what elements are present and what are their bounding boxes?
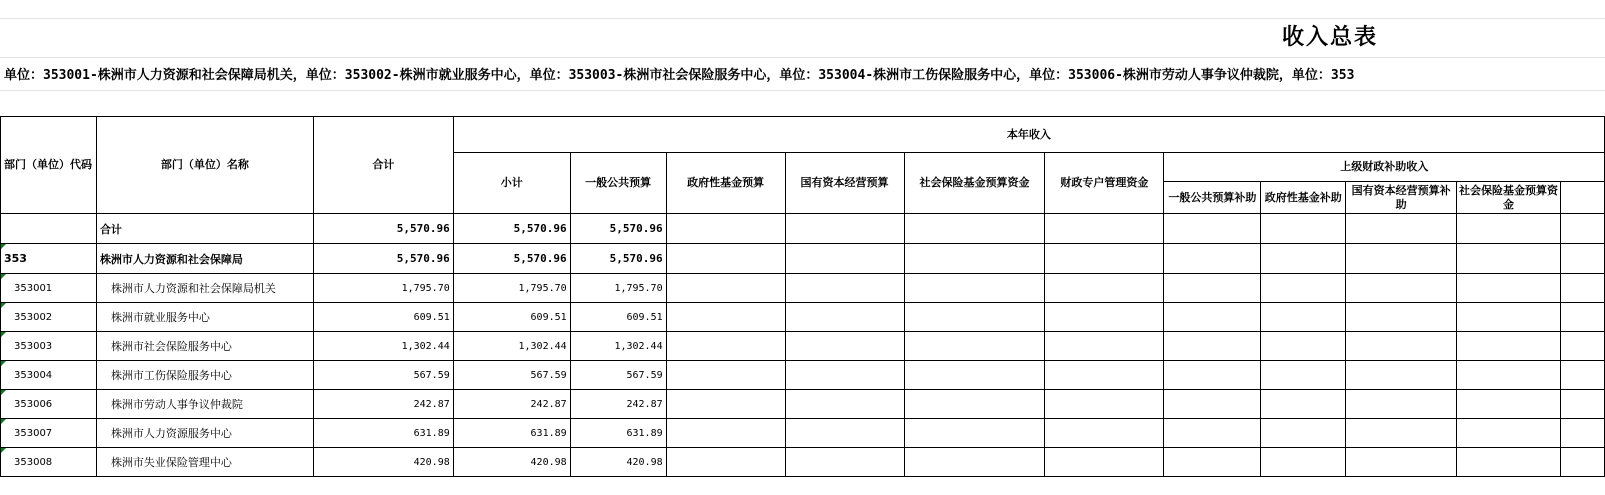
table-row — [1, 448, 1605, 477]
income-summary-table — [0, 116, 1605, 477]
units-line: 单位：353001-株洲市人力资源和社会保障局机关，单位：353002-株洲市就业服务中心，单位：353003-株洲市社会保险服务中心，单位：353004-株洲市工伤保险服务中心，单位：353006-株洲市劳动人事争议仲裁院，单位：353 — [4, 68, 1355, 83]
empty-cell[interactable] — [1560, 361, 1604, 390]
empty-cell[interactable] — [1164, 214, 1261, 244]
row-code[interactable] — [1, 361, 97, 390]
empty-cell[interactable] — [785, 419, 904, 448]
empty-cell[interactable] — [1560, 303, 1604, 332]
row-subtotal[interactable]: 631.89 — [453, 419, 570, 448]
row-code-text: 353008 — [14, 456, 53, 468]
row-subtotal[interactable]: 567.59 — [453, 361, 570, 390]
row-name[interactable]: 株洲市劳动人事争议仲裁院 — [96, 390, 313, 419]
header-subtotal: 小计 — [453, 153, 570, 214]
empty-cell[interactable] — [904, 419, 1045, 448]
empty-cell[interactable] — [666, 448, 785, 477]
row-code[interactable] — [1, 244, 97, 274]
row-code-text: 353004 — [14, 369, 53, 381]
empty-cell[interactable] — [1045, 390, 1164, 419]
row-code-text: 353003 — [14, 340, 53, 352]
header-current-year: 本年收入 — [453, 117, 1604, 153]
empty-cell[interactable] — [1261, 448, 1346, 477]
empty-cell[interactable] — [1045, 419, 1164, 448]
empty-cell[interactable] — [785, 244, 904, 274]
row-subtotal[interactable]: 5,570.96 — [453, 214, 570, 244]
empty-cell[interactable] — [1346, 332, 1457, 361]
header-sub-general: 一般公共预算补助 — [1164, 182, 1261, 214]
row-total[interactable]: 631.89 — [313, 419, 453, 448]
table-row — [1, 361, 1605, 390]
table-row — [1, 332, 1605, 361]
header-code: 部门（单位）代码 — [1, 117, 97, 214]
row-name[interactable]: 株洲市工伤保险服务中心 — [96, 361, 313, 390]
row-total[interactable]: 5,570.96 — [313, 214, 453, 244]
empty-cell[interactable] — [1457, 361, 1561, 390]
sheet-empty-row — [0, 0, 1605, 19]
empty-cell[interactable] — [1164, 390, 1261, 419]
empty-cell[interactable] — [785, 332, 904, 361]
sheet-gridline — [0, 90, 1605, 91]
cell-marker-icon — [1, 274, 6, 279]
header-gov-fund: 政府性基金预算 — [666, 153, 785, 214]
empty-cell[interactable] — [904, 303, 1045, 332]
empty-cell[interactable] — [1457, 274, 1561, 303]
row-name[interactable]: 株洲市失业保险管理中心 — [96, 448, 313, 477]
empty-cell[interactable] — [1457, 419, 1561, 448]
empty-cell[interactable] — [1346, 419, 1457, 448]
empty-cell[interactable] — [1164, 244, 1261, 274]
empty-cell[interactable] — [666, 332, 785, 361]
row-general-budget[interactable]: 1,795.70 — [570, 274, 666, 303]
row-code-text: 353002 — [14, 311, 53, 323]
row-name[interactable]: 株洲市人力资源服务中心 — [96, 419, 313, 448]
empty-cell[interactable] — [785, 361, 904, 390]
row-name[interactable]: 合计 — [96, 214, 313, 244]
empty-cell[interactable] — [904, 244, 1045, 274]
header-general-budget: 一般公共预算 — [570, 153, 666, 214]
empty-cell[interactable] — [666, 419, 785, 448]
row-general-budget[interactable]: 609.51 — [570, 303, 666, 332]
row-general-budget[interactable]: 1,302.44 — [570, 332, 666, 361]
row-name[interactable]: 株洲市就业服务中心 — [96, 303, 313, 332]
row-general-budget[interactable]: 5,570.96 — [570, 214, 666, 244]
row-subtotal[interactable]: 242.87 — [453, 390, 570, 419]
empty-cell[interactable] — [1560, 244, 1604, 274]
header-total: 合计 — [313, 117, 453, 214]
cell-marker-icon — [1, 390, 6, 395]
cell-marker-icon — [1, 244, 6, 249]
row-code-text: 353001 — [14, 282, 53, 294]
empty-cell[interactable] — [1164, 419, 1261, 448]
empty-cell[interactable] — [1164, 361, 1261, 390]
row-general-budget[interactable]: 242.87 — [570, 390, 666, 419]
empty-cell[interactable] — [1457, 390, 1561, 419]
empty-cell[interactable] — [1261, 361, 1346, 390]
row-code[interactable] — [1, 274, 97, 303]
row-code[interactable] — [1, 332, 97, 361]
row-code-text: 353006 — [14, 398, 53, 410]
header-overflow-cell — [1560, 182, 1604, 214]
empty-cell[interactable] — [1261, 419, 1346, 448]
empty-cell[interactable] — [1560, 274, 1604, 303]
empty-cell[interactable] — [1346, 303, 1457, 332]
row-total[interactable]: 420.98 — [313, 448, 453, 477]
row-subtotal[interactable]: 1,795.70 — [453, 274, 570, 303]
row-total[interactable]: 242.87 — [313, 390, 453, 419]
row-subtotal[interactable]: 420.98 — [453, 448, 570, 477]
header-fiscal-special: 财政专户管理资金 — [1045, 153, 1164, 214]
row-name[interactable]: 株洲市社会保险服务中心 — [96, 332, 313, 361]
empty-cell[interactable] — [1045, 274, 1164, 303]
header-state-capital: 国有资本经营预算 — [785, 153, 904, 214]
row-code[interactable] — [1, 214, 97, 244]
empty-cell[interactable] — [904, 390, 1045, 419]
table-row — [1, 244, 1605, 274]
header-sub-gov-fund: 政府性基金补助 — [1261, 182, 1346, 214]
empty-cell[interactable] — [1261, 214, 1346, 244]
row-general-budget[interactable]: 420.98 — [570, 448, 666, 477]
empty-cell[interactable] — [1045, 214, 1164, 244]
empty-cell[interactable] — [666, 361, 785, 390]
header-upper-subsidy: 上级财政补助收入 — [1164, 153, 1605, 182]
empty-cell[interactable] — [1560, 214, 1604, 244]
table-row — [1, 303, 1605, 332]
empty-cell[interactable] — [1346, 390, 1457, 419]
empty-cell[interactable] — [1560, 332, 1604, 361]
empty-cell[interactable] — [904, 214, 1045, 244]
empty-cell[interactable] — [666, 244, 785, 274]
table-row — [1, 419, 1605, 448]
empty-cell[interactable] — [785, 390, 904, 419]
row-total[interactable]: 5,570.96 — [313, 244, 453, 274]
empty-cell[interactable] — [666, 214, 785, 244]
row-total[interactable]: 567.59 — [313, 361, 453, 390]
empty-cell[interactable] — [1457, 448, 1561, 477]
row-total[interactable]: 1,795.70 — [313, 274, 453, 303]
table-row — [1, 214, 1605, 244]
empty-cell[interactable] — [1346, 244, 1457, 274]
empty-cell[interactable] — [1164, 303, 1261, 332]
empty-cell[interactable] — [785, 274, 904, 303]
empty-cell[interactable] — [1560, 419, 1604, 448]
row-code-text: 353 — [4, 252, 27, 265]
row-subtotal[interactable]: 609.51 — [453, 303, 570, 332]
empty-cell[interactable] — [1457, 214, 1561, 244]
empty-cell[interactable] — [785, 448, 904, 477]
empty-cell[interactable] — [904, 361, 1045, 390]
empty-cell[interactable] — [1164, 332, 1261, 361]
page-title: 收入总表 — [1281, 25, 1378, 50]
cell-marker-icon — [1, 303, 6, 308]
empty-cell[interactable] — [1045, 332, 1164, 361]
empty-cell[interactable] — [1164, 448, 1261, 477]
row-name[interactable]: 株洲市人力资源和社会保障局 — [96, 244, 313, 274]
cell-marker-icon — [1, 332, 6, 337]
empty-cell[interactable] — [785, 303, 904, 332]
row-general-budget[interactable]: 567.59 — [570, 361, 666, 390]
empty-cell[interactable] — [1346, 274, 1457, 303]
row-code[interactable] — [1, 419, 97, 448]
empty-cell[interactable] — [1261, 303, 1346, 332]
empty-cell[interactable] — [1457, 303, 1561, 332]
cell-marker-icon — [1, 361, 6, 366]
cell-marker-icon — [1, 419, 6, 424]
row-general-budget[interactable]: 5,570.96 — [570, 244, 666, 274]
row-code-text: 353007 — [14, 427, 53, 439]
empty-cell[interactable] — [904, 448, 1045, 477]
header-sub-state-capital: 国有资本经营预算补助 — [1346, 182, 1457, 214]
table-row — [1, 274, 1605, 303]
cell-marker-icon — [1, 448, 6, 453]
sheet-gridline — [0, 57, 1605, 58]
empty-cell[interactable] — [1045, 244, 1164, 274]
row-general-budget[interactable]: 631.89 — [570, 419, 666, 448]
row-name[interactable]: 株洲市人力资源和社会保障局机关 — [96, 274, 313, 303]
empty-cell[interactable] — [666, 390, 785, 419]
empty-cell[interactable] — [1045, 448, 1164, 477]
row-code[interactable] — [1, 303, 97, 332]
header-social-insurance: 社会保险基金预算资金 — [904, 153, 1045, 214]
empty-cell[interactable] — [1261, 390, 1346, 419]
empty-cell[interactable] — [785, 214, 904, 244]
empty-cell[interactable] — [904, 332, 1045, 361]
empty-cell[interactable] — [1346, 361, 1457, 390]
empty-cell[interactable] — [1261, 274, 1346, 303]
empty-cell[interactable] — [1346, 448, 1457, 477]
row-subtotal[interactable]: 5,570.96 — [453, 244, 570, 274]
header-name: 部门（单位）名称 — [96, 117, 313, 214]
row-subtotal[interactable]: 1,302.44 — [453, 332, 570, 361]
empty-cell[interactable] — [1164, 274, 1261, 303]
row-total[interactable]: 1,302.44 — [313, 332, 453, 361]
empty-cell[interactable] — [1045, 303, 1164, 332]
empty-cell[interactable] — [1560, 448, 1604, 477]
empty-cell[interactable] — [666, 274, 785, 303]
table-row — [1, 390, 1605, 419]
empty-cell[interactable] — [1045, 361, 1164, 390]
empty-cell[interactable] — [1261, 244, 1346, 274]
empty-cell[interactable] — [1261, 332, 1346, 361]
row-code[interactable] — [1, 390, 97, 419]
empty-cell[interactable] — [904, 274, 1045, 303]
row-code[interactable] — [1, 448, 97, 477]
empty-cell[interactable] — [666, 303, 785, 332]
row-total[interactable]: 609.51 — [313, 303, 453, 332]
empty-cell[interactable] — [1560, 390, 1604, 419]
header-sub-social: 社会保险基金预算资金 — [1457, 182, 1561, 214]
empty-cell[interactable] — [1457, 244, 1561, 274]
empty-cell[interactable] — [1457, 332, 1561, 361]
empty-cell[interactable] — [1346, 214, 1457, 244]
